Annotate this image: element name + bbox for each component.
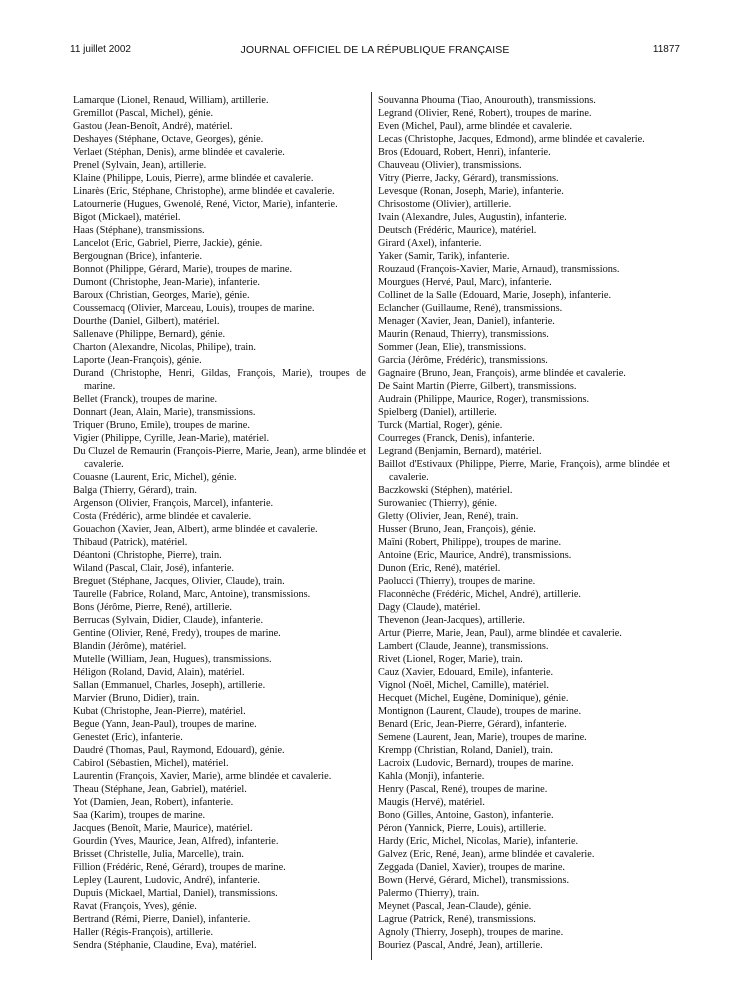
list-item: Hardy (Eric, Michel, Nicolas, Marie), infanterie. — [378, 836, 579, 847]
list-item: Ivain (Alexandre, Jules, Augustin), infanterie. — [378, 212, 567, 223]
list-item: Wiland (Pascal, Clair, José), infanterie. — [73, 563, 235, 574]
list-item: Dupuis (Mickael, Martial, Daniel), transmissions. — [73, 888, 278, 899]
list-item: Lecas (Christophe, Jacques, Edmond), arme blindée et cavalerie. — [378, 134, 645, 145]
list-item: Artur (Pierre, Marie, Jean, Paul), arme blindée et cavalerie. — [378, 628, 622, 639]
list-item: Linarès (Eric, Stéphane, Christophe), arme blindée et cavalerie. — [73, 186, 335, 197]
list-item: Girard (Axel), infanterie. — [378, 238, 482, 249]
issue-date: 11 juillet 2002 — [70, 44, 131, 55]
list-item: Genestet (Eric), infanterie. — [73, 732, 183, 743]
list-item: Legrand (Olivier, René, Robert), troupes de marine. — [378, 108, 592, 119]
list-item: Brisset (Christelle, Julia, Marcelle), train. — [73, 849, 244, 860]
list-item: Mourgues (Hervé, Paul, Marc), infanterie. — [378, 277, 552, 288]
list-item: Deutsch (Frédéric, Maurice), matériel. — [378, 225, 537, 236]
list-item: Du Cluzel de Remaurin (François-Pierre, Marie, Jean), arme blindée et cavalerie. — [73, 446, 366, 470]
list-item: Antoine (Eric, Maurice, André), transmissions. — [378, 550, 572, 561]
list-item: Haller (Régis-François), artillerie. — [73, 927, 214, 938]
list-item: Bown (Hervé, Gérard, Michel), transmissions. — [378, 875, 570, 886]
list-item: Even (Michel, Paul), arme blindée et cavalerie. — [378, 121, 573, 132]
list-item: Dunon (Eric, René), matériel. — [378, 563, 501, 574]
list-item: Lagrue (Patrick, René), transmissions. — [378, 914, 536, 925]
list-item: Lacroix (Ludovic, Bernard), troupes de marine. — [378, 758, 574, 769]
list-item: Lancelot (Eric, Gabriel, Pierre, Jackie), génie. — [73, 238, 263, 249]
list-item: Donnart (Jean, Alain, Marie), transmissions. — [73, 407, 256, 418]
list-item: Audrain (Philippe, Maurice, Roger), transmissions. — [378, 394, 590, 405]
list-item: Haas (Stéphane), transmissions. — [73, 225, 205, 236]
list-item: Chrisostome (Olivier), artillerie. — [378, 199, 512, 210]
list-item: De Saint Martin (Pierre, Gilbert), transmissions. — [378, 381, 577, 392]
list-item: Saa (Karim), troupes de marine. — [73, 810, 206, 821]
list-item: Charton (Alexandre, Nicolas, Philipe), train. — [73, 342, 257, 353]
list-item: Henry (Pascal, René), troupes de marine. — [378, 784, 548, 795]
list-item: Lamarque (Lionel, Renaud, William), artillerie. — [73, 95, 269, 106]
list-item: Galvez (Eric, René, Jean), arme blindée et cavalerie. — [378, 849, 595, 860]
list-item: Agnoly (Thierry, Joseph), troupes de marine. — [378, 927, 564, 938]
list-item: Husser (Bruno, Jean, François), génie. — [378, 524, 536, 535]
list-item: Héligon (Roland, David, Alain), matériel. — [73, 667, 245, 678]
list-item: Klaine (Philippe, Louis, Pierre), arme blindée et cavalerie. — [73, 173, 314, 184]
list-item: Gourdin (Yves, Maurice, Jean, Alfred), infanterie. — [73, 836, 279, 847]
list-item: Maïni (Robert, Philippe), troupes de marine. — [378, 537, 562, 548]
list-item: Turck (Martial, Roger), génie. — [378, 420, 503, 431]
list-item: Gastou (Jean-Benoît, André), matériel. — [73, 121, 233, 132]
list-item: Hecquet (Michel, Eugène, Dominique), génie. — [378, 693, 569, 704]
list-item: Baillot d'Estivaux (Philippe, Pierre, Marie, François), arme blindée et cavalerie. — [378, 459, 670, 483]
right-column — [378, 94, 670, 952]
list-item: Ravat (François, Yves), génie. — [73, 901, 197, 912]
list-item: Verlaet (Stéphan, Denis), arme blindée et cavalerie. — [73, 147, 285, 158]
list-item: Kahla (Monji), infanterie. — [378, 771, 485, 782]
list-item: Thibaud (Patrick), matériel. — [73, 537, 188, 548]
list-item: Durand (Christophe, Henri, Gildas, François, Marie), troupes de marine. — [73, 368, 366, 392]
list-item: Couasne (Laurent, Eric, Michel), génie. — [73, 472, 237, 483]
list-item: Semene (Laurent, Jean, Marie), troupes de marine. — [378, 732, 587, 743]
list-item: Péron (Yannick, Pierre, Louis), artillerie. — [378, 823, 547, 834]
list-item: Rouzaud (François-Xavier, Marie, Arnaud), transmissions. — [378, 264, 620, 275]
list-item: Coussemacq (Olivier, Marceau, Louis), troupes de marine. — [73, 303, 315, 314]
list-item: Bigot (Mickael), matériel. — [73, 212, 181, 223]
journal-title: JOURNAL OFFICIEL DE LA RÉPUBLIQUE FRANÇAISE — [240, 44, 510, 56]
list-item: Maurin (Renaud, Thierry), transmissions. — [378, 329, 549, 340]
list-item: Triquer (Bruno, Emile), troupes de marine. — [73, 420, 250, 431]
list-item: Yaker (Samir, Tarik), infanterie. — [378, 251, 510, 262]
list-item: Bouriez (Pascal, André, Jean), artillerie. — [378, 940, 543, 951]
list-item: Dumont (Christophe, Jean-Marie), infanterie. — [73, 277, 261, 288]
list-item: Flaconnèche (Frédéric, Michel, André), artillerie. — [378, 589, 581, 600]
list-item: Lambert (Claude, Jeanne), transmissions. — [378, 641, 549, 652]
list-item: Palermo (Thierry), train. — [378, 888, 480, 899]
list-item: Lepley (Laurent, Ludovic, André), infanterie. — [73, 875, 260, 886]
list-item: Daudré (Thomas, Paul, Raymond, Edouard), génie. — [73, 745, 285, 756]
list-item: Jacques (Benoît, Marie, Maurice), matériel. — [73, 823, 253, 834]
left-column — [73, 94, 366, 952]
list-item: Sallan (Emmanuel, Charles, Joseph), artillerie. — [73, 680, 266, 691]
list-item: Sommer (Jean, Elie), transmissions. — [378, 342, 527, 353]
list-item: Dourthe (Daniel, Gilbert), matériel. — [73, 316, 220, 327]
list-item: Baroux (Christian, Georges, Marie), génie. — [73, 290, 250, 301]
list-item: Fillion (Frédéric, René, Gérard), troupes de marine. — [73, 862, 286, 873]
list-item: Vigier (Philippe, Cyrille, Jean-Marie), matériel. — [73, 433, 270, 444]
list-item: Bellet (Franck), troupes de marine. — [73, 394, 218, 405]
list-item: Yot (Damien, Jean, Robert), infanterie. — [73, 797, 234, 808]
list-item: Zeggada (Daniel, Xavier), troupes de marine. — [378, 862, 565, 873]
list-item: Gletty (Olivier, Jean, René), train. — [378, 511, 519, 522]
list-item: Montignon (Laurent, Claude), troupes de marine. — [378, 706, 582, 717]
list-item: Collinet de la Salle (Edouard, Marie, Joseph), infanterie. — [378, 290, 612, 301]
column-divider — [371, 92, 372, 960]
list-item: Bonnot (Philippe, Gérard, Marie), troupes de marine. — [73, 264, 293, 275]
list-item: Cauz (Xavier, Edouard, Emile), infanterie. — [378, 667, 554, 678]
list-item: Bros (Edouard, Robert, Henri), infanterie. — [378, 147, 551, 158]
list-item: Souvanna Phouma (Tiao, Anourouth), transmissions. — [378, 95, 596, 106]
list-item: Legrand (Benjamin, Bernard), matériel. — [378, 446, 542, 457]
list-item: Costa (Frédéric), arme blindée et cavalerie. — [73, 511, 252, 522]
list-item: Laporte (Jean-François), génie. — [73, 355, 202, 366]
list-item: Prenel (Sylvain, Jean), artillerie. — [73, 160, 207, 171]
list-item: Eclancher (Guillaume, René), transmissions. — [378, 303, 563, 314]
list-item: Taurelle (Fabrice, Roland, Marc, Antoine), transmissions. — [73, 589, 311, 600]
list-item: Mutelle (William, Jean, Hugues), transmissions. — [73, 654, 272, 665]
list-item: Blandin (Jérôme), matériel. — [73, 641, 187, 652]
list-item: Rivet (Lionel, Roger, Marie), train. — [378, 654, 523, 665]
list-item: Vitry (Pierre, Jacky, Gérard), transmissions. — [378, 173, 559, 184]
list-item: Sallenave (Philippe, Bernard), génie. — [73, 329, 226, 340]
list-item: Balga (Thierry, Gérard), train. — [73, 485, 197, 496]
list-item: Bons (Jérôme, Pierre, René), artillerie. — [73, 602, 232, 613]
list-item: Bergougnan (Brice), infanterie. — [73, 251, 203, 262]
list-item: Meynet (Pascal, Jean-Claude), génie. — [378, 901, 532, 912]
list-item: Begue (Yann, Jean-Paul), troupes de marine. — [73, 719, 257, 730]
list-item: Marvier (Bruno, Didier), train. — [73, 693, 200, 704]
list-item: Breguet (Stéphane, Jacques, Olivier, Claude), train. — [73, 576, 285, 587]
list-item: Berrucas (Sylvain, Didier, Claude), infanterie. — [73, 615, 264, 626]
list-item: Gagnaire (Bruno, Jean, François), arme blindée et cavalerie. — [378, 368, 626, 379]
list-item: Levesque (Ronan, Joseph, Marie), infanterie. — [378, 186, 564, 197]
list-item: Menager (Xavier, Jean, Daniel), infanterie. — [378, 316, 555, 327]
list-item: Déantoni (Christophe, Pierre), train. — [73, 550, 222, 561]
list-item: Cabirol (Sébastien, Michel), matériel. — [73, 758, 229, 769]
list-item: Sendra (Stéphanie, Claudine, Eva), matériel. — [73, 940, 257, 951]
list-item: Baczkowski (Stéphen), matériel. — [378, 485, 513, 496]
page-header — [70, 44, 680, 60]
page-number: 11877 — [652, 44, 680, 55]
list-item: Paolucci (Thierry), troupes de marine. — [378, 576, 536, 587]
list-item: Laurentin (François, Xavier, Marie), arme blindée et cavalerie. — [73, 771, 332, 782]
list-item: Krempp (Christian, Roland, Daniel), train. — [378, 745, 554, 756]
list-item: Gremillot (Pascal, Michel), génie. — [73, 108, 214, 119]
list-item: Chauveau (Olivier), transmissions. — [378, 160, 522, 171]
list-item: Argenson (Olivier, François, Marcel), infanterie. — [73, 498, 274, 509]
list-item: Thevenon (Jean-Jacques), artillerie. — [378, 615, 525, 626]
list-item: Dagy (Claude), matériel. — [378, 602, 481, 613]
list-item: Gentine (Olivier, René, Fredy), troupes de marine. — [73, 628, 281, 639]
list-item: Kubat (Christophe, Jean-Pierre), matériel. — [73, 706, 246, 717]
list-item: Courreges (Franck, Denis), infanterie. — [378, 433, 535, 444]
list-item: Theau (Stéphane, Jean, Gabriel), matériel. — [73, 784, 247, 795]
list-item: Bertrand (Rémi, Pierre, Daniel), infanterie. — [73, 914, 251, 925]
list-item: Gouachon (Xavier, Jean, Albert), arme blindée et cavalerie. — [73, 524, 318, 535]
list-item: Bono (Gilles, Antoine, Gaston), infanterie. — [378, 810, 554, 821]
list-item: Benard (Eric, Jean-Pierre, Gérard), infanterie. — [378, 719, 567, 730]
list-item: Surowaniec (Thierry), génie. — [378, 498, 497, 509]
list-item: Deshayes (Stéphane, Octave, Georges), génie. — [73, 134, 264, 145]
list-item: Latournerie (Hugues, Gwenolé, René, Victor, Marie), infanterie. — [73, 199, 338, 210]
list-item: Spielberg (Daniel), artillerie. — [378, 407, 497, 418]
list-item: Garcia (Jérôme, Frédéric), transmissions. — [378, 355, 548, 366]
list-item: Vignol (Noël, Michel, Camille), matériel. — [378, 680, 549, 691]
list-item: Maugis (Hervé), matériel. — [378, 797, 485, 808]
